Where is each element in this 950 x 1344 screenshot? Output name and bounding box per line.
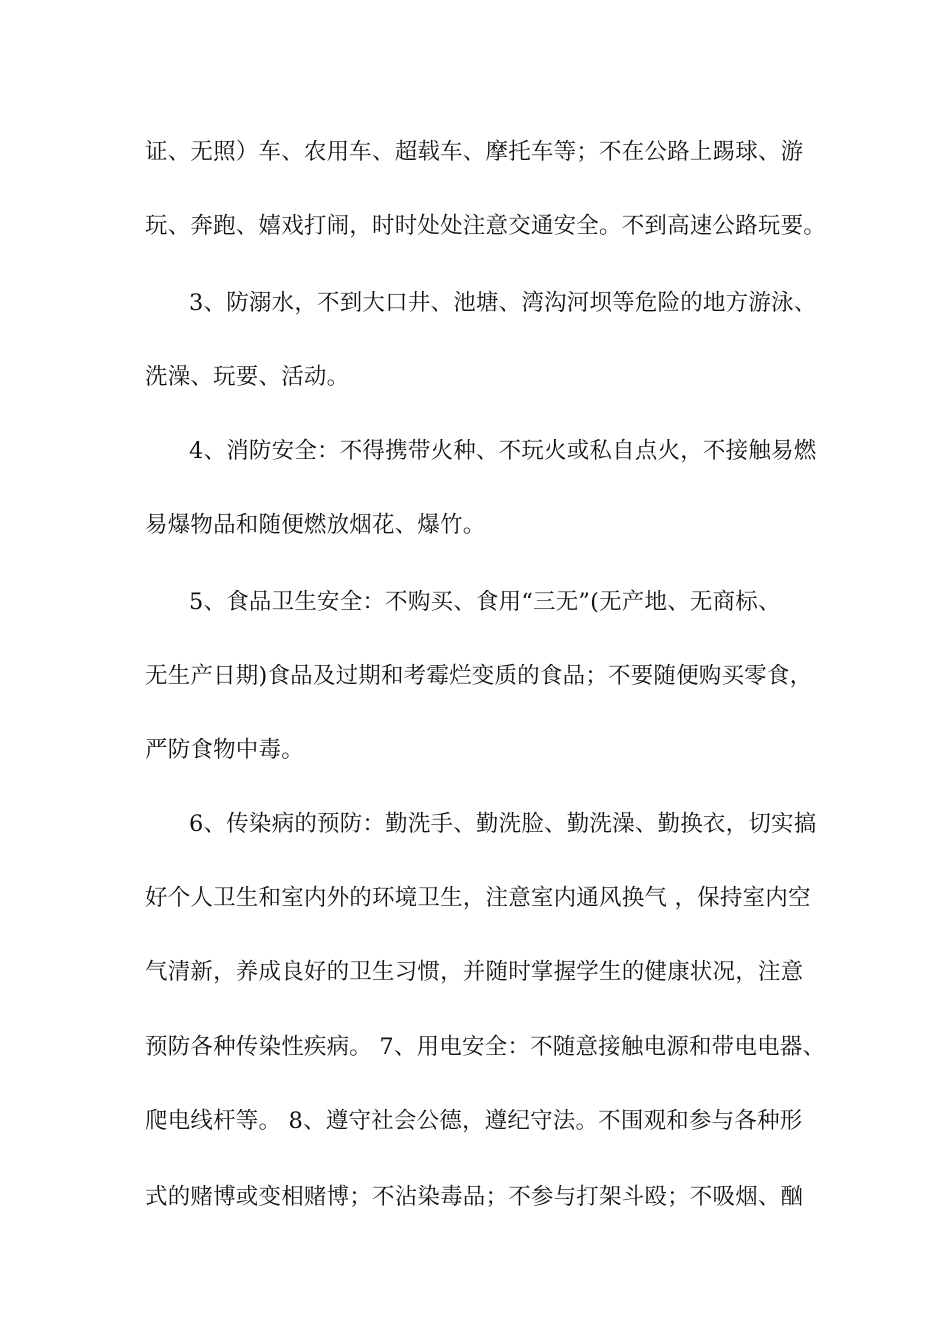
text-line: 严防食物中毒。	[145, 737, 304, 763]
text-line: 爬电线杆等。 8、遵守社会公德，遵纪守法。不围观和参与各种形	[145, 1108, 803, 1134]
text-line: 玩、奔跑、嬉戏打闹，时时处处注意交通安全。不到高速公路玩要。	[145, 213, 827, 239]
text-line: 式的赌博或变相赌博；不沾染毒品；不参与打架斗殴；不吸烟、酗	[145, 1184, 804, 1210]
text-line: 气清新，养成良好的卫生习惯，并随时掌握学生的健康状况，注意	[145, 959, 804, 985]
text-line: 无生产日期)食品及过期和考霉烂变质的食品；不要随便购买零食，	[145, 663, 813, 689]
text-line: 6、传染病的预防：勤洗手、勤洗脸、勤洗澡、勤换衣，切实搞	[189, 811, 817, 837]
text-line: 好个人卫生和室内外的环境卫生，注意室内通风换气 ，保持室内空	[145, 885, 811, 911]
text-line: 证、无照）车、农用车、超载车、摩托车等；不在公路上踢球、游	[145, 139, 804, 165]
text-line: 3、防溺水，不到大口井、池塘、湾沟河坝等危险的地方游泳、	[189, 290, 817, 316]
text-line: 5、食品卫生安全：不购买、食用“三无”(无产地、无商标、	[189, 589, 781, 615]
text-line: 易爆物品和随便燃放烟花、爆竹。	[145, 512, 486, 538]
text-line: 洗澡、玩要、活动。	[145, 364, 350, 390]
text-line: 预防各种传染性疾病。 7、用电安全：不随意接触电源和带电电器、	[145, 1034, 826, 1060]
text-line: 4、消防安全：不得携带火种、不玩火或私自点火，不接触易燃	[189, 438, 817, 464]
